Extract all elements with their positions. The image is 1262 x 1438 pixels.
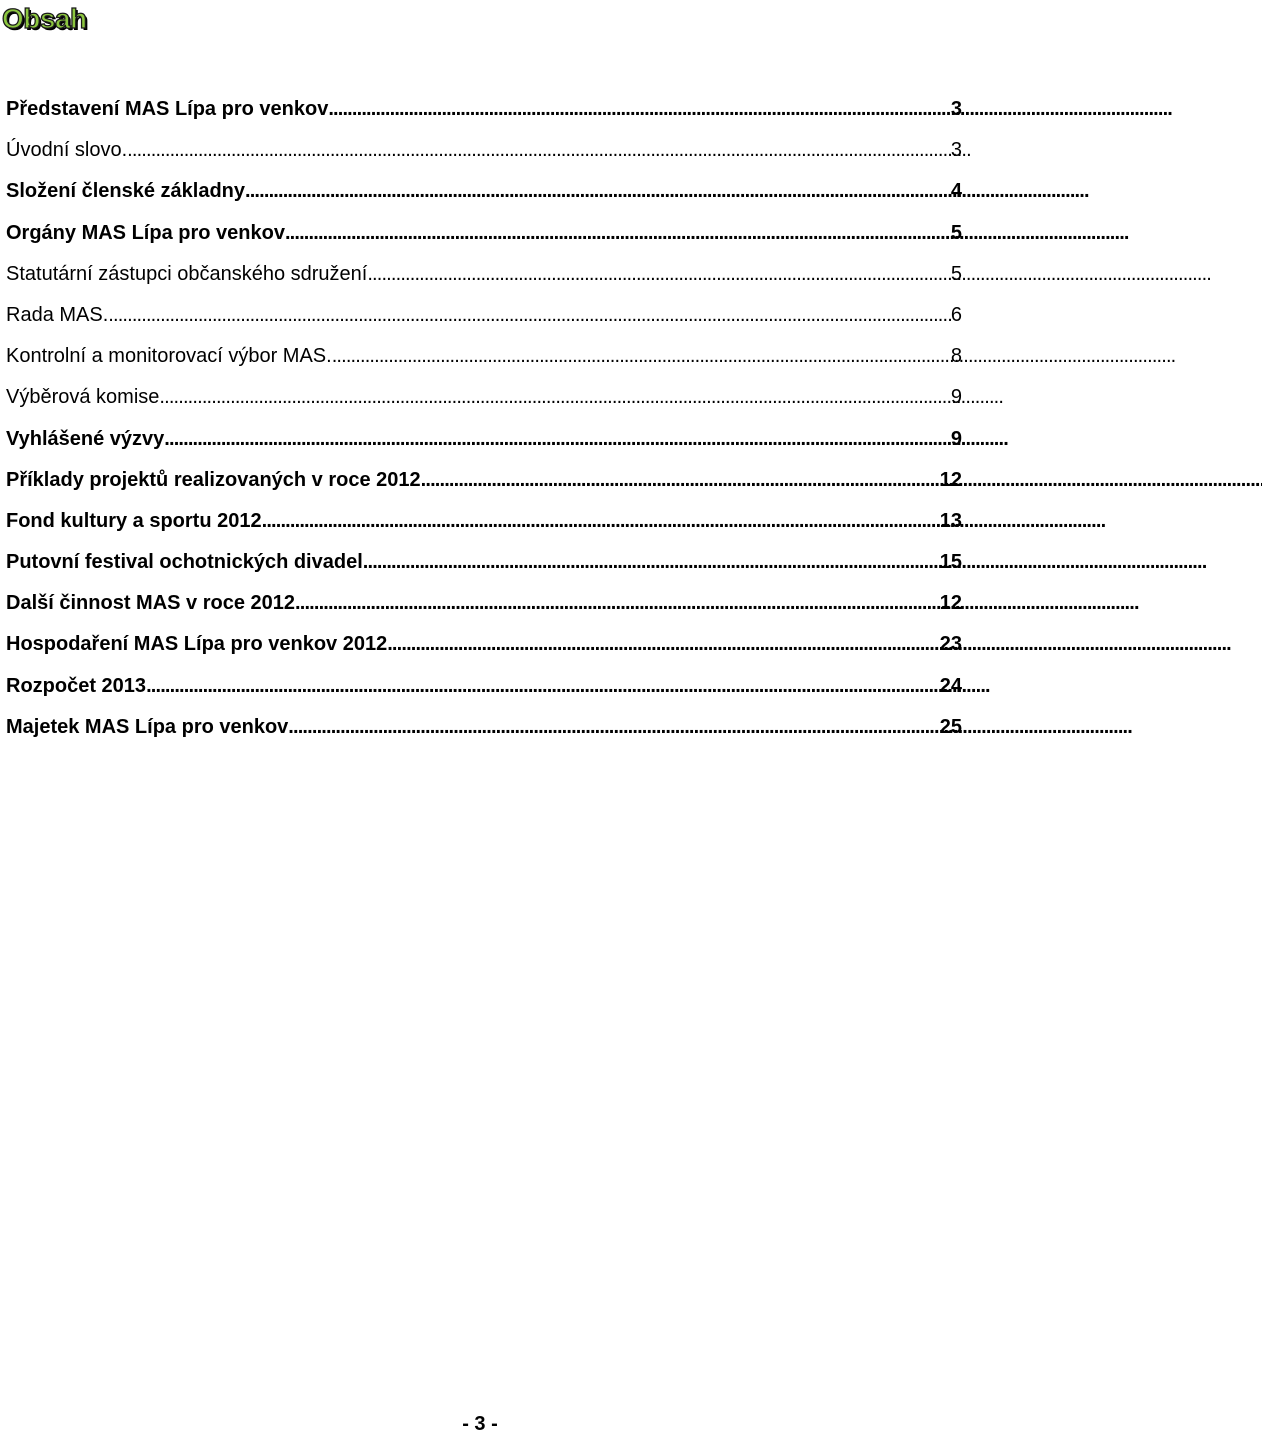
toc-entry[interactable] <box>6 542 962 583</box>
toc-entry-title: Orgány MAS Lípa pro venkov <box>6 221 285 244</box>
toc-entry-page: 25 <box>939 715 962 738</box>
toc-entry-page: 5 <box>950 262 962 285</box>
dot-leader <box>332 336 951 377</box>
toc-entry-page: 8 <box>950 345 962 368</box>
toc-entry[interactable] <box>6 295 962 336</box>
toc-entry-page: 23 <box>939 633 962 656</box>
toc-entry-title: Příklady projektů realizovaných v roce 2012 <box>6 468 421 491</box>
toc-entry[interactable] <box>6 130 962 171</box>
dot-leader <box>295 583 940 624</box>
toc-entry-page: 9 <box>950 386 962 409</box>
toc-entry-page: 13 <box>939 509 962 532</box>
toc-entry-page: 15 <box>939 551 962 574</box>
page-number: - 3 - <box>462 1413 498 1435</box>
dot-leader <box>245 171 951 212</box>
toc-entry-title: Rada MAS. <box>6 303 109 326</box>
toc-entry[interactable] <box>6 624 962 665</box>
dot-leader <box>108 295 951 336</box>
toc-entry-title: Hospodaření MAS Lípa pro venkov 2012 <box>6 633 388 656</box>
toc-entry-page: 6 <box>950 303 962 326</box>
toc-entry[interactable] <box>6 583 962 624</box>
toc-entry-title: Složení členské základny <box>6 180 245 203</box>
toc-entry-page: 3 <box>950 139 962 162</box>
toc-entry-title: Představení MAS Lípa pro venkov <box>6 98 329 120</box>
toc-entry[interactable] <box>6 419 962 460</box>
toc-entry-title: Další činnost MAS v roce 2012 <box>6 592 296 615</box>
dot-leader <box>288 707 939 748</box>
toc-entry[interactable] <box>6 501 962 542</box>
toc-entry[interactable] <box>6 213 962 254</box>
toc-entry-title: Putovní festival ochotnických divadel <box>6 551 363 574</box>
dot-leader <box>387 624 940 665</box>
toc-entry-page: 9 <box>950 427 962 450</box>
toc-entry[interactable] <box>6 336 962 377</box>
dot-leader <box>127 130 951 171</box>
toc-entry-page: 5 <box>950 221 962 244</box>
toc-entry-page: 24 <box>939 674 962 697</box>
toc-entry-title: Kontrolní a monitorovací výbor MAS. <box>6 345 332 368</box>
dot-leader <box>146 666 940 707</box>
toc-entry[interactable] <box>6 254 962 295</box>
toc-entry-title: Majetek MAS Lípa pro venkov <box>6 715 289 738</box>
toc-entry-title: Vyhlášené výzvy <box>6 427 165 450</box>
dot-leader <box>367 254 951 295</box>
toc-entry[interactable] <box>6 377 962 418</box>
toc-entry-title: Rozpočet 2013 <box>6 674 147 697</box>
toc-entry-page: 12 <box>939 592 962 615</box>
toc-entry[interactable] <box>6 460 962 501</box>
toc-entry-page: 3 <box>950 98 962 120</box>
toc-entry[interactable] <box>6 171 962 212</box>
dot-leader <box>421 460 940 501</box>
dot-leader <box>262 501 940 542</box>
toc-entry[interactable] <box>6 707 962 748</box>
toc-entry-title: Úvodní slovo. <box>6 139 128 162</box>
toc-entry-page: 12 <box>939 468 962 491</box>
dot-leader <box>285 213 951 254</box>
toc-entry-title: Výběrová komise <box>6 386 160 409</box>
dot-leader <box>328 89 951 130</box>
toc-entry-page: 4 <box>950 180 962 203</box>
toc-entry-title: Fond kultury a sportu 2012 <box>6 509 262 532</box>
dot-leader <box>159 377 950 418</box>
toc-entry-title: Statutární zástupci občanského sdružení <box>6 262 368 285</box>
dot-leader <box>363 542 940 583</box>
dot-leader <box>164 419 951 460</box>
table-of-contents <box>6 89 962 748</box>
toc-entry[interactable] <box>6 89 962 130</box>
toc-entry[interactable] <box>6 666 962 707</box>
page-title: Obsah <box>2 3 87 34</box>
